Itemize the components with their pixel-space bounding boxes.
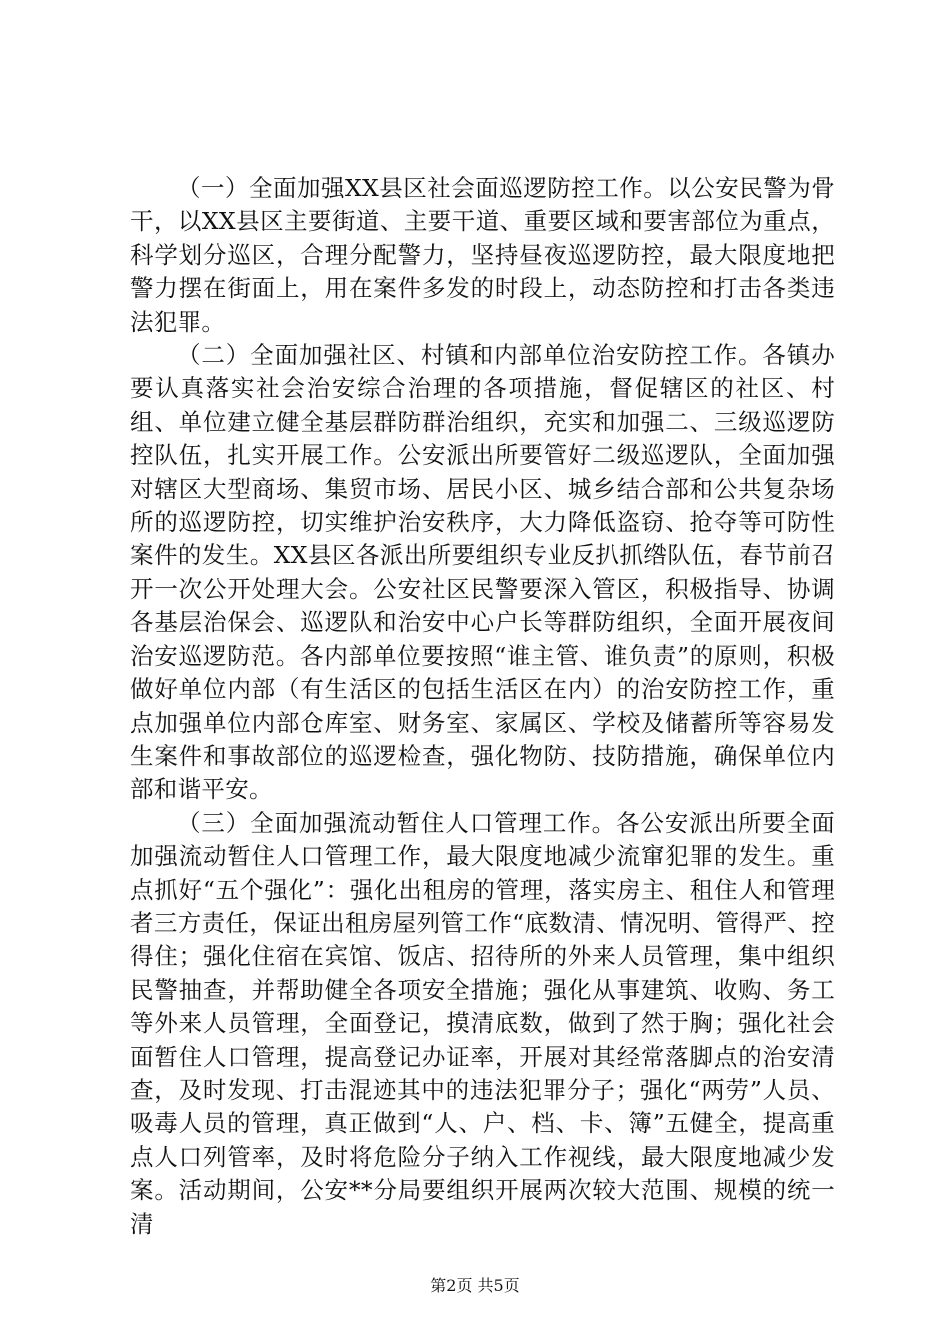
page-footer <box>0 1276 950 1296</box>
page-total: 共5页 <box>477 1276 520 1295</box>
document-body <box>130 172 835 1241</box>
page-number: 第2页 <box>430 1276 473 1295</box>
paragraph-3: （三）全面加强流动暂住人口管理工作。各公安派出所要全面加强流动暂住人口管理工作，最大限度地减少流窜犯罪的发生。重点抓好“五个强化”：强化出租房的管理，落实房主、租住人和管理者三方责任，保证出租房屋列管工作“底数清、情况明、管得严、控得住；强化住宿在宾馆、饭店、招待所的外来人员管理，集中组织民警抽查，并帮助健全各项安全措施；强化从事建筑、收购、务工等外来人员管理，全面登记，摸清底数，做到了然于胸；强化社会面暂住人口管理，提高登记办证率，开展对其经常落脚点的治安清查，及时发现、打击混迹其中的违法犯罪分子；强化“两劳”人员、吸毒人员的管理，真正做到“人、户、档、卡、簿”五健全，提高重点人口列管率，及时将危险分子纳入工作视线，最大限度地减少发案。活动期间，公安**分局要组织开展两次较大范围、规模的统一清 <box>130 808 835 1238</box>
paragraph-2: （二）全面加强社区、村镇和内部单位治安防控工作。各镇办要认真落实社会治安综合治理的各项措施，督促辖区的社区、村组、单位建立健全基层群防群治组织，充实和加强二、三级巡逻防控队伍，扎实开展工作。公安派出所要管好二级巡逻队，全面加强对辖区大型商场、集贸市场、居民小区、城乡结合部和公共复杂场所的巡逻防控，切实维护治安秩序，大力降低盗窃、抢夺等可防性案件的发生。XX县区各派出所要组织专业反扒抓绺队伍，春节前召开一次公开处理大会。公安社区民警要深入管区，积极指导、协调各基层治保会、巡逻队和治安中心户长等群防组织，全面开展夜间治安巡逻防范。各内部单位要按照“谁主管、谁负责”的原则，积极做好单位内部（有生活区的包括生活区在内）的治安防控工作，重点加强单位内部仓库室、财务室、家属区、学校及储蓄所等容易发生案件和事故部位的巡逻检查，强化物防、技防措施，确保单位内部和谐平安。 <box>130 341 835 804</box>
paragraph-1: （一）全面加强XX县区社会面巡逻防控工作。以公安民警为骨干，以XX县区主要街道、主要干道、重要区域和要害部位为重点，科学划分巡区，合理分配警力，坚持昼夜巡逻防控，最大限度地把警力摆在街面上，用在案件多发的时段上，动态防控和打击各类违法犯罪。 <box>130 174 835 336</box>
